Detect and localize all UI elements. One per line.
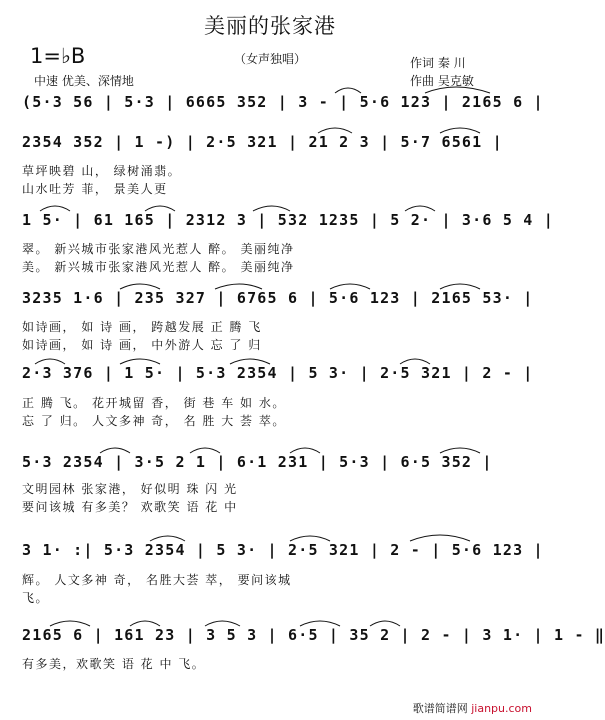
score-line-3: 1 5· | 61 165 | 2312 3 | 532 1235 | 5 2· | 3·6 5 4 | [22, 211, 554, 229]
lyric-line-3b: 美。 新兴城市张家港风光惹人 醉。 美丽纯净 [22, 260, 295, 274]
lyric-line-7a: 辉。 人文多神 奇， 名胜大荟 萃， 要问该城 [22, 573, 292, 587]
score-line-2: 2354 352 | 1 -) | 2·5 321 | 21 2 3 | 5·7 6561 | [22, 133, 503, 151]
lyric-line-6a: 文明园林 张家港， 好似明 珠 闪 光 [22, 482, 238, 496]
score-line-6: 5·3 2354 | 3·5 2 1 | 6·1 231 | 5·3 | 6·5 352 | [22, 453, 493, 471]
music-credit: 作曲 吴克敏 [410, 74, 474, 88]
lyric-line-3a: 翠。 新兴城市张家港风光惹人 醉。 美丽纯净 [22, 242, 295, 256]
score-line-8: 2165 6 | 161 23 | 3 5 3 | 6·5 | 35 2 | 2 - | 3 1· | 1 - ‖ [22, 626, 605, 644]
lyric-line-5a: 正 腾 飞。 花开城留 香， 街 巷 车 如 水。 [22, 396, 286, 410]
lyric-line-8a: 有多美，欢歌笑 语 花 中 飞。 [22, 657, 206, 671]
lyrics-credit: 作词 秦 川 [410, 56, 466, 70]
lyric-line-7b: 飞。 [22, 591, 50, 605]
score-line-1: (5·3 56 | 5·3 | 6665 352 | 3 - | 5·6 123 | 2165 6 | [22, 93, 544, 111]
lyric-line-5b: 忘 了 归。 人文多神 奇， 名 胜 大 荟 萃。 [22, 414, 286, 428]
tempo-marking: 中速 优美、深情地 [34, 74, 134, 88]
lyric-line-2a: 草坪映碧 山， 绿树涌翡。 [22, 164, 182, 178]
key-signature: 1=♭B [30, 44, 86, 68]
subtitle: （女声独唱） [233, 52, 306, 66]
lyric-line-4a: 如诗画， 如 诗 画， 跨越发展 正 腾 飞 [22, 320, 262, 334]
score-line-4: 3235 1·6 | 235 327 | 6765 6 | 5·6 123 | 2165 53· | [22, 289, 534, 307]
watermark-url: jianpu.com [471, 702, 532, 715]
lyric-line-4b: 如诗画， 如 诗 画， 中外游人 忘 了 归 [22, 338, 262, 352]
score-line-7: 3 1· :| 5·3 2354 | 5 3· | 2·5 321 | 2 - | 5·6 123 | [22, 541, 544, 559]
lyric-line-2b: 山水吐芳 菲， 景美人更 [22, 182, 168, 196]
score-line-5: 2·3 376 | 1 5· | 5·3 2354 | 5 3· | 2·5 321 | 2 - | [22, 364, 534, 382]
watermark [413, 700, 532, 716]
page-title: 美丽的张家港 [204, 14, 336, 38]
lyric-line-6b: 要问该城 有多美？ 欢歌笑 语 花 中 [22, 500, 238, 514]
watermark-text: 歌谱简谱网 [412, 702, 468, 715]
